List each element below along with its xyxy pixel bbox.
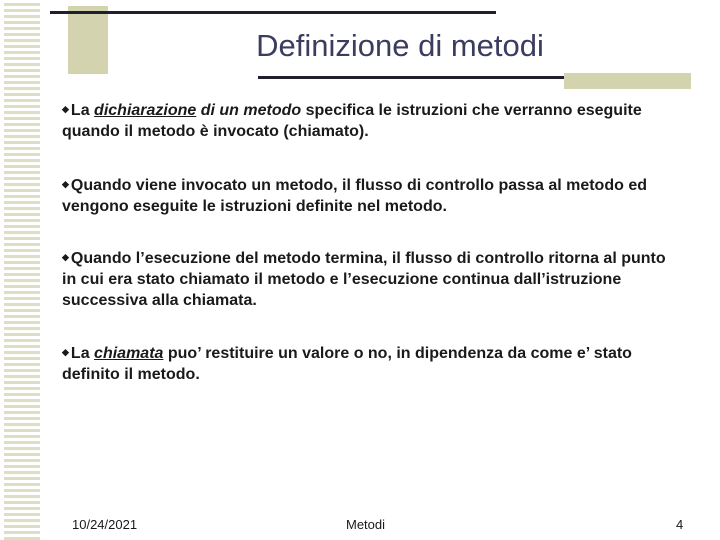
footer-title: Metodi [346, 517, 386, 532]
bullet-underlined-term: chiamata [94, 345, 164, 362]
left-edge [0, 0, 4, 540]
slide-title: Definizione di metodi [256, 28, 544, 63]
bullet-diamond-icon: ◆ [62, 252, 69, 262]
bullet-text: La [70, 102, 95, 119]
bullet-italic-text: di un metodo [196, 102, 302, 119]
title-right-accent-box [564, 73, 691, 89]
bullet-text: Quando l’esecuzione del metodo termina, il flusso di controllo ritorna al punto in cui era stato chiamato il metodo e l’esecuzione continua dall’istruzione successiva alla chiamata. [62, 250, 666, 309]
footer-date: 10/24/2021 [72, 517, 138, 532]
bullet-diamond-icon: ◆ [62, 347, 69, 357]
bullet-text: La [70, 345, 95, 362]
title-accent-box [68, 6, 108, 74]
bullet-item [62, 342, 682, 385]
bullet-text: puo’ restituire un valore o no, in dipendenza da come e’ stato definito il metodo. [62, 345, 632, 383]
title-top-rule [50, 11, 496, 14]
bullet-text: Quando viene invocato un metodo, il flusso di controllo passa al metodo ed vengono eseguite le istruzioni definite nel metodo. [62, 177, 647, 215]
footer-page-number: 4 [676, 517, 684, 532]
bullet-item [62, 247, 682, 311]
bullet-diamond-icon: ◆ [62, 179, 69, 189]
bullet-item [62, 174, 682, 217]
bullet-item [62, 99, 682, 142]
bullet-underlined-term: dichiarazione [94, 102, 197, 119]
bullet-text: specifica le istruzioni che verranno eseguite quando il metodo è invocato (chiamato). [62, 102, 642, 140]
left-stripe-decoration [0, 0, 42, 540]
bullet-diamond-icon: ◆ [62, 104, 69, 114]
